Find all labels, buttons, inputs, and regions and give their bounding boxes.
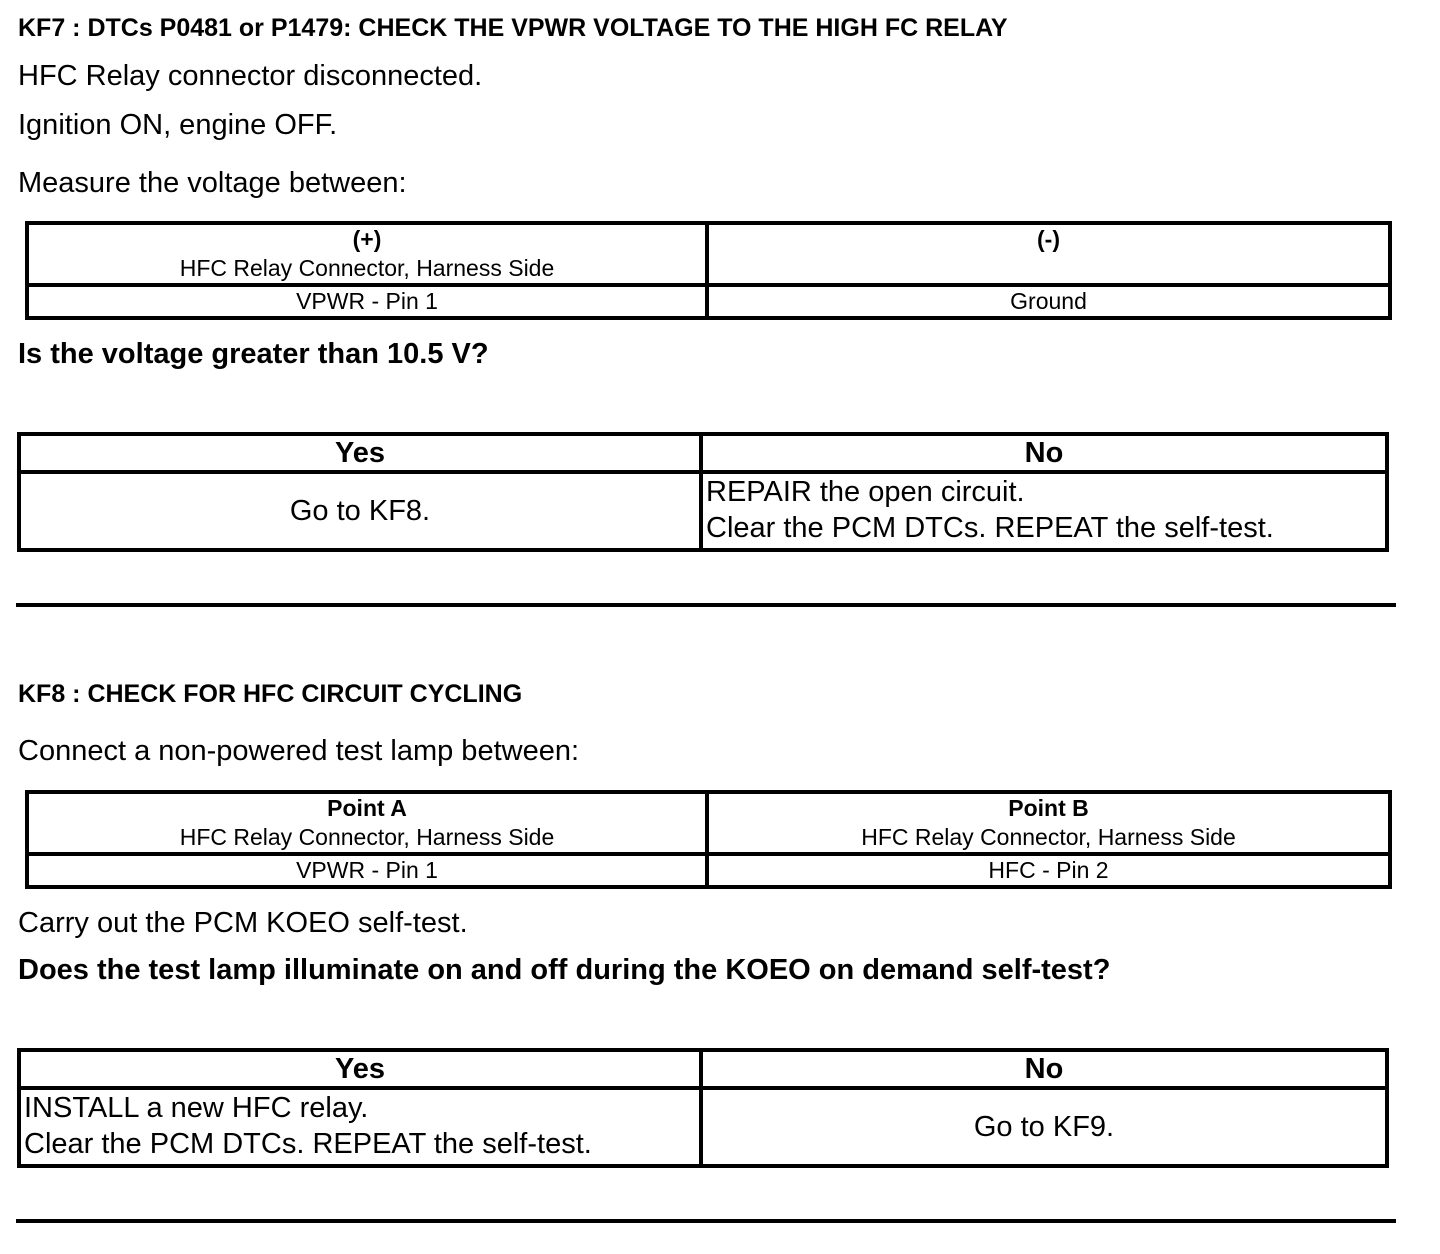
kf7-yes-header: Yes	[19, 434, 701, 472]
section-divider-1	[16, 603, 1396, 607]
kf7-measure-col1-header-cell	[27, 223, 707, 285]
kf8-no-action: Go to KF9.	[701, 1088, 1387, 1166]
kf7-condition-ignition: Ignition ON, engine OFF.	[18, 109, 338, 141]
kf8-point-a-location: HFC Relay Connector, Harness Side	[179, 824, 555, 850]
kf7-positive-location: HFC Relay Connector, Harness Side	[179, 255, 555, 281]
kf7-measure-col2-header-cell	[707, 223, 1390, 285]
kf7-measure-table	[25, 221, 1392, 320]
kf7-positive-value: VPWR - Pin 1	[27, 285, 707, 318]
kf8-action: Carry out the PCM KOEO self-test.	[18, 907, 468, 939]
kf7-yes-action: Go to KF8.	[19, 472, 701, 550]
kf7-negative-label: (-)	[1037, 226, 1060, 252]
kf8-answer-body-row	[19, 1088, 1387, 1166]
kf8-no-header: No	[701, 1050, 1387, 1088]
kf7-measure-header-row	[27, 223, 1390, 285]
kf8-step-title: KF8 : CHECK FOR HFC CIRCUIT CYCLING	[18, 680, 523, 708]
kf8-point-b-header-cell	[707, 792, 1390, 854]
kf8-answer-table	[17, 1048, 1389, 1168]
kf7-question: Is the voltage greater than 10.5 V?	[18, 338, 489, 370]
kf8-connect-intro: Connect a non-powered test lamp between:	[18, 735, 580, 767]
kf8-connect-table	[25, 790, 1392, 889]
kf7-step-title: KF7 : DTCs P0481 or P1479: CHECK THE VPWR VOLTAGE TO THE HIGH FC RELAY	[18, 14, 1008, 42]
kf7-no-action-line-1: REPAIR the open circuit.	[706, 476, 1025, 508]
kf7-answer-body-row	[19, 472, 1387, 550]
kf8-point-a-value: VPWR - Pin 1	[27, 854, 707, 887]
kf7-answer-header-row	[19, 434, 1387, 472]
kf8-connect-value-row	[27, 854, 1390, 887]
kf8-point-a-header-cell	[27, 792, 707, 854]
kf7-negative-value: Ground	[707, 285, 1390, 318]
kf8-question: Does the test lamp illuminate on and off during the KOEO on demand self-test?	[18, 954, 1111, 986]
kf8-point-b-label: Point B	[1008, 795, 1089, 821]
kf8-connect-header-row	[27, 792, 1390, 854]
kf8-yes-action	[19, 1088, 701, 1166]
kf8-point-a-label: Point A	[327, 795, 407, 821]
kf8-point-b-value: HFC - Pin 2	[707, 854, 1390, 887]
kf7-no-header: No	[701, 434, 1387, 472]
kf7-no-action	[701, 472, 1387, 550]
kf7-answer-table	[17, 432, 1389, 552]
kf7-condition-connector: HFC Relay connector disconnected.	[18, 60, 483, 92]
kf8-yes-action-line-1: INSTALL a new HFC relay.	[24, 1092, 369, 1124]
kf8-point-b-location: HFC Relay Connector, Harness Side	[861, 824, 1236, 850]
kf8-answer-header-row	[19, 1050, 1387, 1088]
kf8-yes-action-line-2: Clear the PCM DTCs. REPEAT the self-test.	[24, 1128, 592, 1160]
kf8-yes-header: Yes	[19, 1050, 701, 1088]
kf7-no-action-line-2: Clear the PCM DTCs. REPEAT the self-test.	[706, 512, 1274, 544]
kf7-measure-intro: Measure the voltage between:	[18, 167, 407, 199]
kf7-positive-label: (+)	[352, 226, 382, 252]
kf7-measure-value-row	[27, 285, 1390, 318]
section-divider-2	[16, 1219, 1396, 1223]
